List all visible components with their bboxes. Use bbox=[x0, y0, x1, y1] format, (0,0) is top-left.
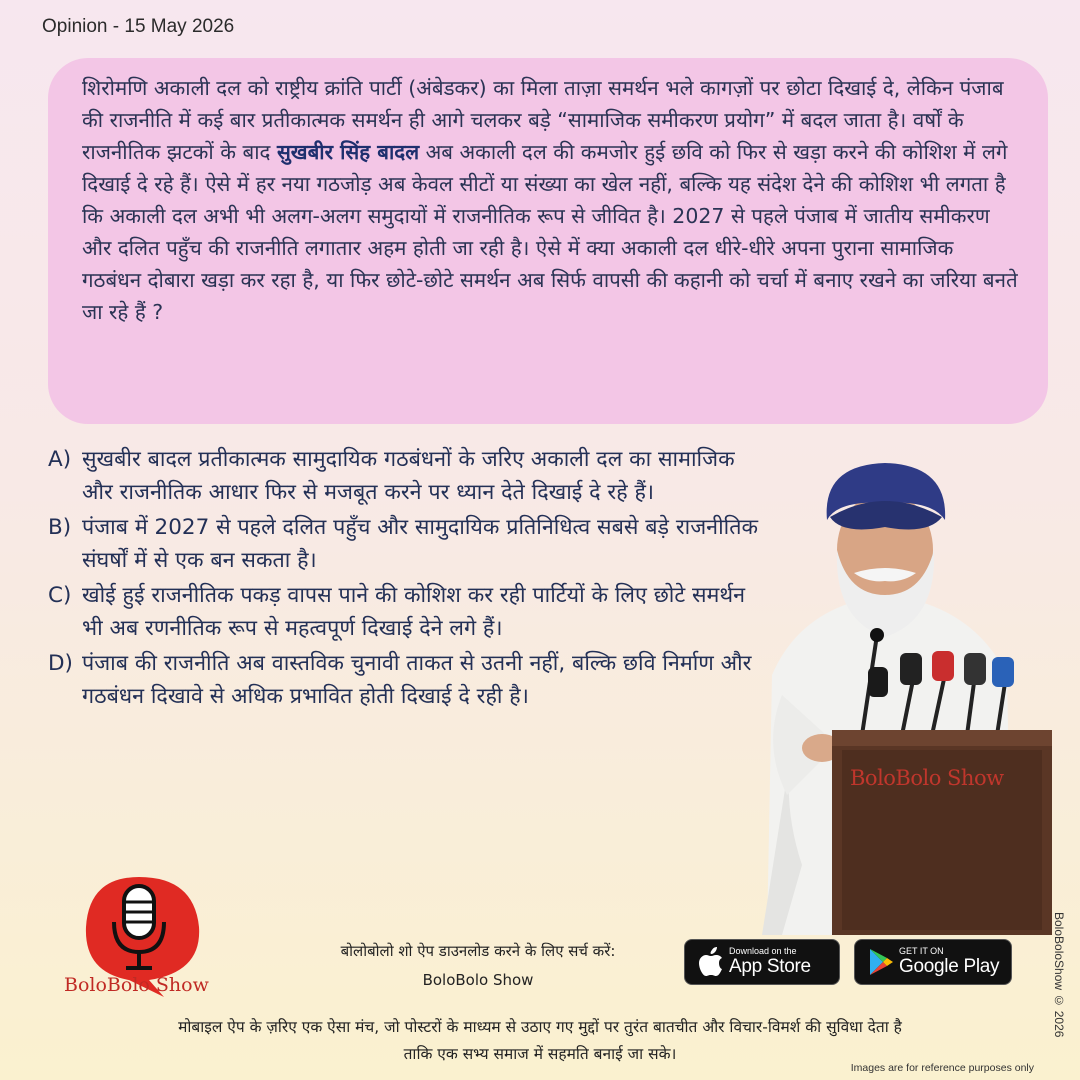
option-letter: B) bbox=[48, 515, 72, 540]
photo-watermark: BoloBolo Show bbox=[850, 766, 1004, 790]
download-line2: BoloBolo Show bbox=[422, 971, 534, 989]
download-instructions bbox=[288, 937, 668, 995]
apple-icon bbox=[693, 947, 729, 977]
option-text: पंजाब में 2027 से पहले दलित पहुँच और सामुदायिक प्रतिनिधित्व सबसे बड़े राजनीतिक संघर्षों में से एक बन सकता है। bbox=[82, 515, 758, 573]
option-text: खोई हुई राजनीतिक पकड़ वापस पाने की कोशिश कर रही पार्टियों के लिए छोटे समर्थन भी अब रणनीतिक रूप से महत्वपूर्ण दिखाई देने लगे हैं। bbox=[82, 583, 746, 641]
option-a[interactable] bbox=[48, 443, 768, 509]
footer-description bbox=[40, 1014, 1040, 1068]
option-letter: C) bbox=[48, 583, 72, 608]
option-text: सुखबीर बादल प्रतीकात्मक सामुदायिक गठबंधनों के जरिए अकाली दल का सामाजिक और राजनीतिक आधार फिर से मजबूत करने पर ध्यान देते दिखाई दे रहे हैं। bbox=[82, 447, 735, 505]
date-label: Opinion - 15 May 2026 bbox=[42, 16, 235, 37]
option-b[interactable] bbox=[48, 511, 768, 577]
option-letter: D) bbox=[48, 651, 73, 676]
google-play-button[interactable] bbox=[854, 939, 1012, 985]
intro-text-part2: अब अकाली दल की कमजोर हुई छवि को फिर से खड़ा करने की कोशिश में लगे दिखाई दे रहे हैं। ऐसे में हर नया गठजोड़ अब केवल सीटों या संख्या का खेल नहीं, बल्कि यह संदेश देने की कोशिश भी लगता है कि अकाली दल अभी भी अलग-अलग समुदायों में राजनीतिक रूप से जीवित है। 2027 से पहले पंजाब में जातीय समीकरण और दलित पहुँच की राजनीति लगातार अहम होती जा रही है। ऐसे में क्या अकाली दल धीरे-धीरे अपना पुराना सामाजिक गठबंधन दोबारा खड़ा कर रहा है, या फिर छोटे-छोटे समर्थन अब सिर्फ वापसी की कहानी को चर्चा में बनाए रखने का जरिया बनते जा रहे हैं ? bbox=[82, 140, 1018, 324]
intro-highlight-name: सुखबीर सिंह बादल bbox=[276, 140, 420, 164]
googleplay-small-label: GET IT ON bbox=[899, 946, 944, 956]
option-c[interactable] bbox=[48, 579, 768, 645]
googleplay-big-label: Google Play bbox=[899, 956, 1000, 977]
intro-text-part1: शिरोमणि अकाली दल को राष्ट्रीय क्रांति पार्टी (अंबेडकर) का मिला ताज़ा समर्थन भले कागज़ों पर छोटा दिखाई दे, लेकिन पंजाब की राजनीति में कई बार प्रतीकात्मक समर्थन ही आगे चलकर बड़े “सामाजिक समीकरण प्रयोग” में बदल जाता है। वर्षों के राजनीतिक झटकों के बाद bbox=[82, 76, 1004, 164]
footer-line1: मोबाइल ऐप के ज़रिए एक ऐसा मंच, जो पोस्टरों के माध्यम से उठाए गए मुद्दों पर तुरंत बातचीत और विचार-विमर्श की सुविधा देता है bbox=[178, 1018, 902, 1036]
image-disclaimer: Images are for reference purposes only bbox=[850, 1062, 1034, 1074]
intro-box bbox=[48, 58, 1048, 424]
answer-options bbox=[48, 443, 768, 715]
option-letter: A) bbox=[48, 447, 72, 472]
footer-line2: ताकि एक सभ्य समाज में सहमति बनाई जा सके। bbox=[403, 1045, 677, 1063]
google-play-icon bbox=[863, 948, 899, 976]
download-line1: बोलोबोलो शो ऐप डाउनलोड करने के लिए सर्च करें: bbox=[340, 942, 616, 960]
appstore-big-label: App Store bbox=[729, 956, 811, 977]
app-store-button[interactable] bbox=[684, 939, 840, 985]
brand-logo-text: BoloBolo Show bbox=[64, 974, 209, 996]
appstore-small-label: Download on the bbox=[729, 946, 797, 956]
option-text: पंजाब की राजनीति अब वास्तविक चुनावी ताकत से उतनी नहीं, बल्कि छवि निर्माण और गठबंधन दिखावे से अधिक प्रभावित होती दिखाई दे रही है। bbox=[82, 651, 752, 709]
option-d[interactable] bbox=[48, 647, 768, 713]
copyright-credit: BoloBoloShow © 2026 bbox=[1052, 912, 1066, 1038]
speaker-photo bbox=[742, 445, 1052, 935]
